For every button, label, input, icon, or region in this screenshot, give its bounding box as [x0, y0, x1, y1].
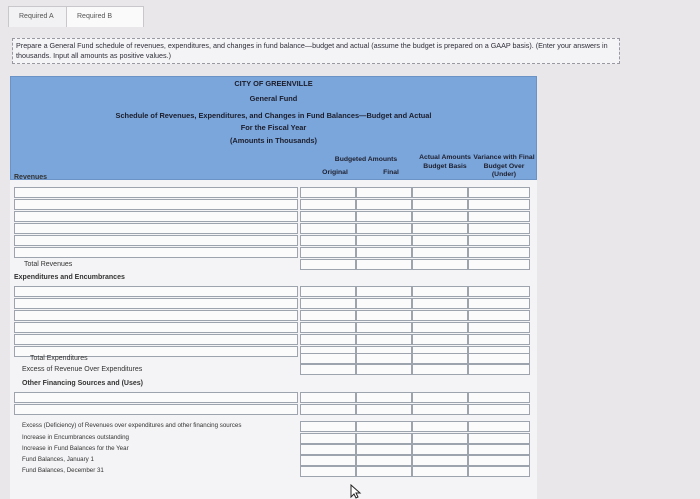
amount-input[interactable]: [356, 353, 412, 364]
amount-input[interactable]: [468, 322, 530, 333]
amount-input[interactable]: [300, 444, 356, 455]
amount-input[interactable]: [300, 310, 356, 321]
amount-input[interactable]: [468, 286, 530, 297]
amount-input[interactable]: [300, 404, 356, 415]
amount-input[interactable]: [412, 223, 468, 234]
account-name-input[interactable]: [14, 392, 298, 403]
amount-input[interactable]: [412, 187, 468, 198]
increase-fund-balances-label: Increase in Fund Balances for the Year: [22, 445, 129, 452]
amount-input[interactable]: [412, 433, 468, 444]
amount-input[interactable]: [300, 392, 356, 403]
amount-input[interactable]: [412, 466, 468, 477]
amount-input[interactable]: [356, 187, 412, 198]
amount-input[interactable]: [468, 364, 530, 375]
amount-input[interactable]: [300, 433, 356, 444]
tab-bar: [0, 0, 700, 28]
amount-input[interactable]: [468, 466, 530, 477]
amount-input[interactable]: [300, 235, 356, 246]
amount-input[interactable]: [356, 433, 412, 444]
amount-input[interactable]: [412, 199, 468, 210]
amount-input[interactable]: [412, 353, 468, 364]
amount-input[interactable]: [468, 187, 530, 198]
amount-input[interactable]: [468, 211, 530, 222]
amount-input[interactable]: [356, 392, 412, 403]
account-name-input[interactable]: [14, 223, 298, 234]
fund-balances-dec-label: Fund Balances, December 31: [22, 467, 104, 474]
amount-input[interactable]: [468, 353, 530, 364]
account-name-input[interactable]: [14, 235, 298, 246]
amount-input[interactable]: [356, 334, 412, 345]
header-line: General Fund: [249, 94, 298, 103]
amount-input[interactable]: [300, 211, 356, 222]
header-line: For the Fiscal Year: [240, 123, 307, 132]
amount-input[interactable]: [300, 247, 356, 258]
budgeted-amounts-header: Budgeted Amounts: [334, 156, 398, 163]
amount-input[interactable]: [468, 444, 530, 455]
amount-input[interactable]: [412, 455, 468, 466]
amount-input[interactable]: [412, 444, 468, 455]
amount-input[interactable]: [468, 433, 530, 444]
instructions: Prepare a General Fund schedule of revenues, expenditures, and changes in fund balance—budget and actual (assume the budget is prepared on a GAAP basis). (Enter your answers in thousands. Input all amounts as positive values.): [12, 38, 620, 64]
amount-input[interactable]: [468, 235, 530, 246]
amount-input[interactable]: [356, 286, 412, 297]
amount-input[interactable]: [356, 364, 412, 375]
amount-input[interactable]: [356, 466, 412, 477]
header-line: CITY OF GREENVILLE: [234, 79, 313, 88]
account-name-input[interactable]: [14, 310, 298, 321]
amount-input[interactable]: [356, 444, 412, 455]
amount-input[interactable]: [356, 223, 412, 234]
amount-input[interactable]: [356, 259, 412, 270]
amount-input[interactable]: [468, 421, 530, 432]
amount-input[interactable]: [468, 199, 530, 210]
schedule-sheet: [10, 76, 537, 499]
amount-input[interactable]: [412, 322, 468, 333]
amount-input[interactable]: [356, 455, 412, 466]
amount-input[interactable]: [412, 404, 468, 415]
account-name-input[interactable]: [14, 247, 298, 258]
revenues-label: Revenues: [14, 174, 48, 181]
account-name-input[interactable]: [14, 199, 298, 210]
amount-input[interactable]: [468, 392, 530, 403]
amount-input[interactable]: [356, 310, 412, 321]
amount-input[interactable]: [468, 259, 530, 270]
amount-input[interactable]: [300, 298, 356, 309]
amount-input[interactable]: [412, 392, 468, 403]
amount-input[interactable]: [412, 286, 468, 297]
amount-input[interactable]: [300, 421, 356, 432]
original-header: Original: [322, 169, 348, 176]
account-name-input[interactable]: [14, 322, 298, 333]
amount-input[interactable]: [300, 455, 356, 466]
fund-balances-jan-label: Fund Balances, January 1: [22, 456, 94, 463]
expenditures-label: Expenditures and Encumbrances: [14, 274, 125, 281]
actual-header: Actual Amounts Budget Basis: [419, 154, 471, 170]
excess-label: Excess of Revenue Over Expenditures: [22, 366, 143, 373]
amount-input[interactable]: [412, 259, 468, 270]
amount-input[interactable]: [468, 455, 530, 466]
amount-input[interactable]: [468, 310, 530, 321]
amount-input[interactable]: [356, 298, 412, 309]
amount-input[interactable]: [300, 259, 356, 270]
amount-input[interactable]: [300, 364, 356, 375]
amount-input[interactable]: [412, 235, 468, 246]
amount-input[interactable]: [356, 247, 412, 258]
schedule-header: [10, 76, 537, 180]
amount-input[interactable]: [412, 421, 468, 432]
amount-input[interactable]: [468, 298, 530, 309]
account-name-input[interactable]: [14, 286, 298, 297]
account-name-input[interactable]: [14, 404, 298, 415]
increase-encumbrances-label: Increase in Encumbrances outstanding: [22, 434, 129, 441]
total-expenditures-label: Total Expenditures: [30, 355, 88, 362]
amount-input[interactable]: [300, 322, 356, 333]
tab-required-a[interactable]: Required A: [8, 6, 82, 27]
amount-input[interactable]: [300, 187, 356, 198]
other-financing-label: Other Financing Sources and (Uses): [22, 380, 143, 387]
amount-input[interactable]: [300, 334, 356, 345]
amount-input[interactable]: [356, 235, 412, 246]
amount-input[interactable]: [412, 298, 468, 309]
amount-input[interactable]: [356, 404, 412, 415]
amount-input[interactable]: [412, 247, 468, 258]
mouse-cursor-icon: [350, 484, 362, 499]
amount-input[interactable]: [356, 322, 412, 333]
final-header: Final: [383, 169, 399, 176]
amount-input[interactable]: [356, 421, 412, 432]
amount-input[interactable]: [468, 223, 530, 234]
header-line: (Amounts in Thousands): [229, 136, 318, 145]
amount-input[interactable]: [300, 353, 356, 364]
header-line: Schedule of Revenues, Expenditures, and Changes in Fund Balances—Budget and Actual: [115, 111, 432, 120]
amount-input[interactable]: [300, 466, 356, 477]
variance-header: Variance with Final Budget Over (Under): [473, 154, 535, 178]
amount-input[interactable]: [300, 223, 356, 234]
excess-deficiency-label: Excess (Deficiency) of Revenues over expenditures and other financing sources: [22, 422, 242, 429]
account-name-input[interactable]: [14, 187, 298, 198]
amount-input[interactable]: [356, 199, 412, 210]
account-name-input[interactable]: [14, 334, 298, 345]
amount-input[interactable]: [300, 286, 356, 297]
amount-input[interactable]: [412, 364, 468, 375]
amount-input[interactable]: [300, 199, 356, 210]
amount-input[interactable]: [412, 334, 468, 345]
amount-input[interactable]: [412, 310, 468, 321]
amount-input[interactable]: [356, 211, 412, 222]
amount-input[interactable]: [468, 334, 530, 345]
total-revenues-label: Total Revenues: [24, 261, 73, 268]
amount-input[interactable]: [412, 211, 468, 222]
account-name-input[interactable]: [14, 211, 298, 222]
account-name-input[interactable]: [14, 298, 298, 309]
tab-required-b[interactable]: Required B: [66, 6, 144, 27]
amount-input[interactable]: [468, 404, 530, 415]
amount-input[interactable]: [468, 247, 530, 258]
